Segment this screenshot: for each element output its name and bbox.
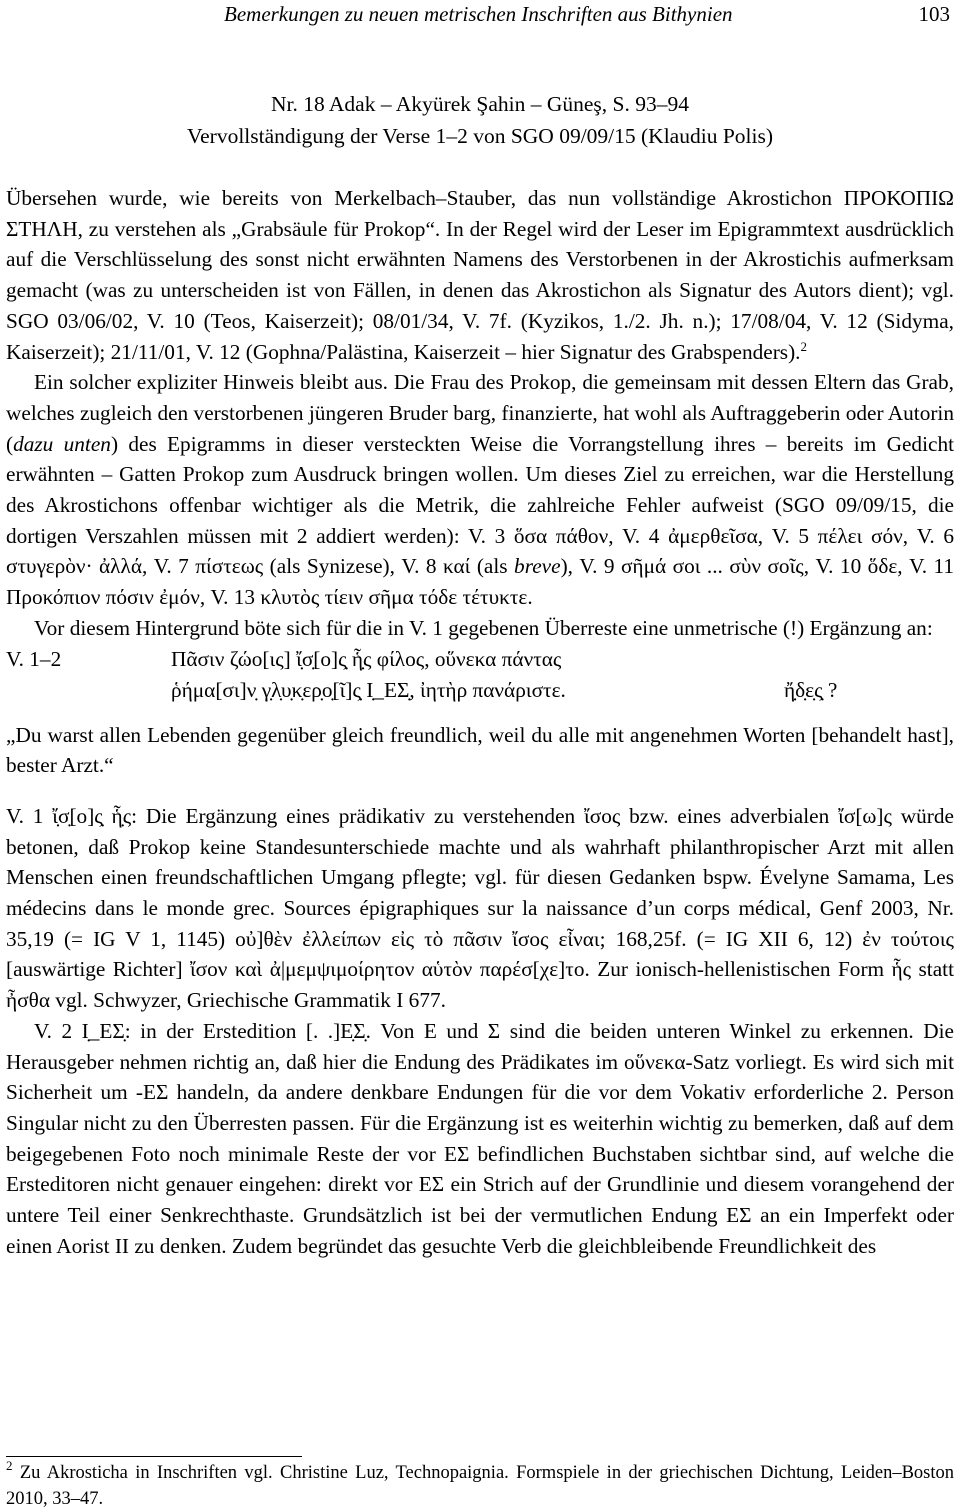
commentary-verse-2: V. 2 Ι̣_ΕΣ̣: in der Erstedition [. .]Ε̣Σ̣. Von E und Σ sind die beiden unteren Winkel zu erkennen. Die Herausgeber nehmen richtig an, daß hier die Endung des Prädikates im οὕνεκα-Satz vorliegt. Es wird sich mit Sicherheit um -ΕΣ handeln, da andere denkbare Endungen für die vor dem Vokativ erforderliche 2. Person Singular nicht zu den Überresten passen. Für die Ergänzung ist es weiterhin wichtig zu bemerken, daß auf dem beigegebenen Foto noch minimale Reste der vor ΕΣ befindlichen Buchstaben sichtbar sind, auf welche die Ersteditoren nicht genauer eingehen: direkt vor ΕΣ ein Strich auf der Grundlinie und diesem vorangehend der untere Teil einer Senkrechthaste. Grundsätzlich ist bei der vermutlichen Endung ΕΣ an ein Imperfekt oder einen Aorist II zu denken. Zudem begründet das gesuchte Verb die gleichbleibende Freundlichkeit des xyxy=(6,1018,954,1258)
paragraph-metrik xyxy=(6,367,954,613)
verse-line-2: ῥήμα[σι]ν̣ γ̣λ̣υ̣κ̣ερ̣ο̣[ῖ]ς̣ Ι̣_ΕΣ̣, ἰητὴρ πανάριστε. xyxy=(171,677,566,702)
verse-suggestion: ἤ̣δ̣ε̣ς̣ ? xyxy=(784,677,838,702)
page-number: 103 xyxy=(918,2,950,26)
footnote-number: 2 xyxy=(6,1458,13,1473)
footnote xyxy=(6,1460,954,1512)
running-title: Bemerkungen zu neuen metrischen Inschriften aus Bithynien xyxy=(224,2,733,26)
verse-block xyxy=(6,644,954,704)
footnote-text: Zu Akrosticha in Inschriften vgl. Christine Luz, Technopaignia. Formspiele in der griechischen Dichtung, Leiden–Boston 2010, 33–47. xyxy=(6,1463,955,1509)
heading-line-2: Vervollständigung der Verse 1–2 von SGO 09/09/15 (Klaudiu Polis) xyxy=(186,124,774,148)
section-heading xyxy=(0,88,960,152)
paragraph-akrostichon xyxy=(6,183,954,367)
commentary-verse-1: V. 1 ἴ̣σ̣[ο]ς̣ ἧ̣ς: Die Ergänzung eines prädikativ zu verstehenden ἴσος bzw. eines adverbialen ἴσ[ω]ς würde betonen, daß Prokop keine Standesunterschiede machte und als wahrhaft philanthropischer Arzt mit allen Menschen einen freundschaftlichen Umgang pflegte; vgl. für diesen Gedanken bspw. Évelyne Samama, Les médecins dans le monde grec. Sources épigraphiques sur la naissance d’un corps médical, Genf 2003, Nr. 35,19 (= IG V 1, 1145) οὐ]θὲν ἐλλείπων εἰς τὸ πᾶσιν ἴσος εἶναι; 168,25f. (= IG XII 6, 12) ἐν τούτοις [auswärtige Richter] ἴσον καὶ ἀ|μεμψιμοίρητον αὑτὸν παρέσ[χε]το. Zur ionisch-hellenistischen Form ἧς statt ἦσθα vgl. Schwyzer, Griechische Grammatik I 677. xyxy=(6,803,954,1013)
footnote-ref: 2 xyxy=(800,338,807,354)
paragraph-1-text: Übersehen wurde, wie bereits von Merkelbach–Stauber, das nun vollständige Akrostichon ΠΡΟΚΟΠΙΩ ΣΤΗΛΗ, zu verstehen als „Grabsäule für Prokop“. In der Regel wird der Leser im Epigrammtext ausdrücklich auf die Verschlüsselung des sonst nicht erwähnten Namens des Verstorbenen in der Akrostichis aufmerksam gemacht (was zu unterscheiden ist von Fällen, in denen das Akrostichon als Signatur des Autors dient); vgl. SGO 03/06/02, V. 10 (Teos, Kaiserzeit); 08/01/34, V. 7f. (Kyzikos, 1./2. Jh. n.); 17/08/04, V. 12 (Sidyma, Kaiserzeit); 21/11/01, V. 12 (Gophna/Palästina, Kaiserzeit – hier Signatur des Grabspenders). xyxy=(6,186,954,364)
body-text xyxy=(6,183,954,1262)
verse-line-1: Πᾶσιν ζώο[ις] ἴ̣σ̣[ο]ς̣ ἧ̣ς φίλος, οὕνεκα πάντας xyxy=(171,646,562,671)
running-header xyxy=(6,2,954,32)
heading-line-1: Nr. 18 Adak – Akyürek Şahin – Güneş, S. 93–94 xyxy=(270,92,690,116)
paragraph-2-italic-a: dazu unten xyxy=(13,431,111,456)
translation: „Du warst allen Lebenden gegenüber gleich freundlich, weil du alle mit angenehmen Worten [behandelt hast], bester Arzt.“ xyxy=(6,722,954,778)
paragraph-2-text-a: Ein solcher expliziter Hinweis bleibt aus. Die Frau des Prokop, die gemeinsam mit dessen Eltern das Grab, welches zugleich den verstorbenen jüngeren Bruder barg, finanzierte, hat wohl als Auftraggeberin oder Autorin ( xyxy=(6,370,954,456)
paragraph-2-italic-b: breve xyxy=(514,554,561,579)
paragraph-2-text-c: ), V. 9 σῆμά σοι ... σὺν σοῖς, V. 10 ὅδε, V. 11 Προκόπιον πόσιν ἐμόν, V. 13 κλυτὸς τίειν σῆμα τόδε τέτυκτε. xyxy=(6,554,954,610)
paragraph-ergaenzung: Vor diesem Hintergrund böte sich für die in V. 1 gegebenen Überreste eine unmetrische (!) Ergänzung an: xyxy=(34,615,933,640)
verse-label: V. 1–2 xyxy=(6,646,62,671)
footnote-rule xyxy=(6,1456,302,1457)
paragraph-2-text-b: ) des Epigramms in dieser versteckten Weise die Vorrangstellung ihres – bereits im Gedicht erwähnten – Gatten Prokop zum Ausdruck bringen wollen. Um dieses Ziel zu erreichen, war die Herstellung des Akrostichons offenbar wichtiger als die Metrik, die zahlreiche Fehler aufweist (SGO 09/09/15, die dortigen Verszahlen müssen mit 2 addiert werden): V. 3 ὅσα πάθον, V. 4 ἀμερθεῖσα, V. 5 πέλει σόν, V. 6 στυγερὸν· ἀλλά, V. 7 πίστεως (als Synizese), V. 8 καί (als xyxy=(6,431,955,579)
